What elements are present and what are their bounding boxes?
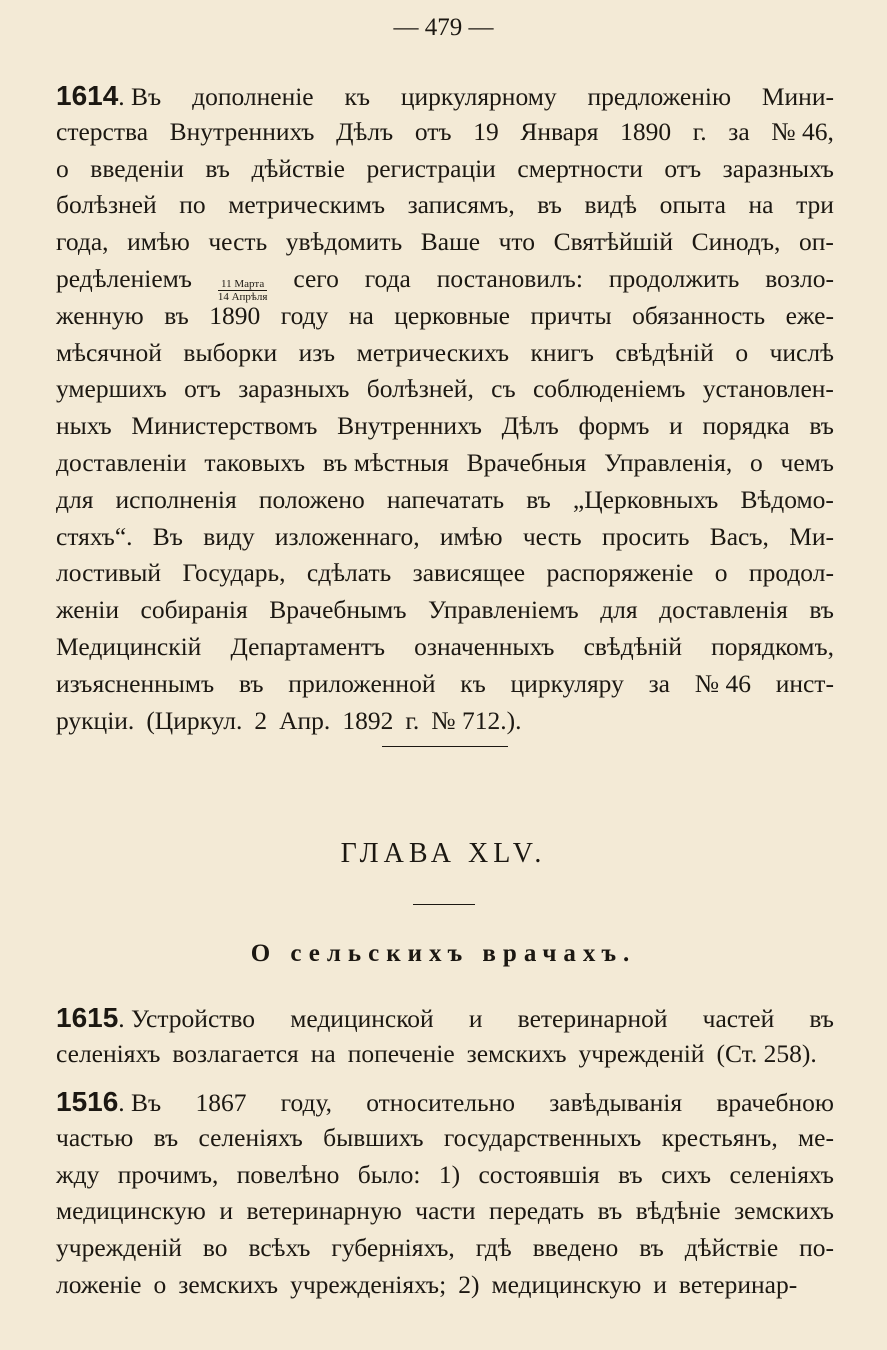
word: рукціи.	[56, 705, 135, 735]
word: передать	[489, 1196, 585, 1226]
word: порядкомъ,	[711, 631, 834, 661]
word: на	[748, 190, 774, 220]
word: стерства	[56, 116, 149, 146]
word: свѣдѣній	[583, 631, 682, 661]
text-line	[56, 1123, 834, 1160]
word: имѣю	[439, 521, 503, 551]
word: записямъ,	[407, 190, 515, 220]
text-line	[56, 1086, 834, 1123]
word: гдѣ	[475, 1233, 512, 1263]
word: отъ	[664, 153, 702, 183]
word: и	[653, 1269, 667, 1299]
word: формъ	[578, 411, 650, 441]
word: года	[364, 263, 411, 293]
paragraph-1614	[56, 80, 834, 742]
word: возло-	[765, 263, 834, 293]
text-line	[56, 154, 834, 191]
word: редѣленіемъ	[56, 263, 192, 293]
word: зависящее	[412, 558, 526, 588]
word: губерніяхъ,	[331, 1233, 455, 1263]
text-line	[56, 595, 834, 632]
word: имѣю	[127, 227, 190, 257]
text-line	[56, 1160, 834, 1197]
word: селеніяхъ	[56, 1038, 161, 1068]
word: за	[648, 668, 670, 698]
text-line	[56, 80, 834, 117]
word: метрическихъ	[356, 337, 510, 367]
word: 1)	[438, 1159, 461, 1189]
word: лостивый	[56, 558, 162, 588]
text-line	[56, 558, 834, 595]
page-number: — 479 —	[393, 14, 494, 41]
word: 19	[473, 116, 499, 146]
word: Вѣдомо-	[740, 484, 834, 514]
word: медицинскую	[56, 1196, 206, 1226]
word: по	[179, 190, 206, 220]
word: земскихъ	[178, 1269, 279, 1299]
text-line	[56, 374, 834, 411]
word: доставленіи	[56, 447, 187, 477]
text-line	[56, 1270, 834, 1307]
word: съ	[491, 374, 516, 404]
word: въ	[639, 1233, 664, 1263]
word: о	[749, 447, 763, 477]
word: возлагается	[172, 1038, 299, 1068]
word: доставленія	[659, 595, 788, 625]
word: церковные	[394, 300, 510, 330]
word: болѣзней	[56, 190, 157, 220]
word: въ	[618, 1159, 643, 1189]
word: учрежденій	[578, 1038, 705, 1068]
word: учрежденій	[56, 1233, 182, 1263]
word: дѣйствіе	[251, 153, 345, 183]
word: въ	[238, 668, 264, 698]
word: частью	[56, 1122, 134, 1152]
word: № 46	[694, 668, 751, 698]
word: о	[56, 153, 69, 183]
word: заразныхъ	[722, 153, 834, 183]
word: ме-	[797, 1122, 834, 1152]
word: ныхъ	[56, 411, 112, 441]
word: что	[498, 227, 535, 257]
lead-cluster	[56, 1086, 161, 1118]
fraction-bottom: 14 Апрѣля	[217, 290, 268, 303]
word: медицинской	[290, 1004, 434, 1033]
word: Государь,	[182, 558, 286, 588]
word: означенныхъ	[414, 631, 555, 661]
text-line	[56, 448, 834, 485]
word: увѣдомить	[285, 227, 403, 257]
word: Дѣлъ	[336, 116, 394, 146]
word: дѣйствіе	[684, 1233, 779, 1263]
paragraph-1615	[56, 1002, 834, 1076]
word: о	[735, 337, 749, 367]
lead-cluster	[56, 80, 161, 112]
word: учрежденіяхъ;	[290, 1269, 447, 1299]
word: продолжить	[608, 263, 740, 293]
word: ложеніе	[56, 1269, 142, 1299]
word: женную	[56, 300, 144, 330]
word: Синодъ,	[691, 227, 781, 257]
word: земскихъ	[734, 1196, 834, 1226]
word: на	[348, 300, 374, 330]
word: въ	[164, 300, 189, 330]
word: Управленіемъ	[428, 595, 579, 625]
word: 1892	[342, 705, 394, 735]
word: „Церковныхъ	[572, 484, 719, 514]
word: 1890	[620, 116, 672, 146]
text-line	[56, 669, 834, 706]
word: земскихъ	[466, 1038, 567, 1068]
word: года,	[56, 227, 109, 257]
word: мѣсячной	[56, 337, 162, 367]
word: году,	[280, 1088, 333, 1117]
word: 2)	[458, 1269, 480, 1299]
section-divider	[382, 746, 508, 747]
word: соблюденіемъ	[532, 374, 686, 404]
word: въ мѣстныя	[322, 447, 449, 477]
word: видѣ	[584, 190, 637, 220]
word: (Циркул.	[146, 705, 243, 735]
section-number: 1614	[56, 80, 119, 111]
word: честь	[208, 227, 268, 257]
word: Ми-	[789, 521, 834, 551]
text-line	[56, 706, 834, 743]
word: и	[468, 1004, 483, 1033]
word: 2	[254, 705, 268, 735]
word: изъ	[298, 337, 336, 367]
word: въ	[597, 1196, 623, 1226]
section-number: 1516	[56, 1086, 119, 1117]
word: ветеринарной	[517, 1004, 668, 1033]
chapter-divider	[413, 904, 475, 905]
word: причты	[530, 300, 612, 330]
word: регистраціи	[366, 153, 496, 183]
word: числѣ	[769, 337, 834, 367]
word: постановилъ:	[436, 263, 583, 293]
word: ветеринарную	[246, 1196, 402, 1226]
word: Васъ,	[709, 521, 769, 551]
word: честь	[522, 521, 582, 551]
word: введено	[532, 1233, 619, 1263]
word: установлен-	[702, 374, 834, 404]
word: болѣзней,	[366, 374, 474, 404]
word: 1890	[209, 300, 261, 330]
word: на	[310, 1038, 336, 1068]
word: опыта	[659, 190, 726, 220]
chapter-subtitle: О сельскихъ врачахъ.	[250, 940, 637, 967]
text-line	[56, 1002, 834, 1039]
word: дополненіе	[192, 82, 314, 111]
word: положено	[258, 484, 365, 514]
word: о	[714, 558, 728, 588]
word: Святѣйшій	[553, 227, 674, 257]
word: таковыхъ	[204, 447, 306, 477]
word: оп-	[799, 227, 834, 257]
word: смертности	[517, 153, 643, 183]
word: введеніи	[90, 153, 184, 183]
word: за	[728, 116, 750, 146]
word: виду	[203, 521, 255, 551]
word: Внутреннихъ	[169, 116, 315, 146]
word: во	[202, 1233, 228, 1263]
word: Департаментъ	[230, 631, 386, 661]
word: три	[796, 190, 834, 220]
word: бывшихъ	[323, 1122, 424, 1152]
word: жду	[56, 1159, 100, 1189]
word: государственныхъ	[443, 1122, 642, 1152]
text-line	[56, 227, 834, 264]
word: отъ	[414, 116, 452, 146]
word: въ	[526, 484, 551, 514]
text-line	[56, 485, 834, 522]
word: въ	[809, 595, 834, 625]
word: Врачебнымъ	[269, 595, 407, 625]
word: части	[415, 1196, 476, 1226]
word: выборки	[183, 337, 278, 367]
word: Января	[520, 116, 599, 146]
word: всѣхъ	[248, 1233, 311, 1263]
fraction-top: 11 Марта	[221, 277, 265, 290]
word: исполненія	[115, 484, 237, 514]
word: сихъ	[661, 1159, 712, 1189]
word: и	[219, 1196, 233, 1226]
text-line	[56, 117, 834, 154]
word: Дѣлъ	[501, 411, 559, 441]
word: умершихъ	[56, 374, 167, 404]
word: сдѣлать	[306, 558, 392, 588]
word: циркуляру	[510, 668, 624, 698]
word: инст-	[775, 668, 834, 698]
word: завѣдыванія	[549, 1088, 683, 1117]
word: чемъ	[780, 447, 834, 477]
word: стяхъ“.	[56, 521, 133, 551]
word: предложенію	[587, 82, 732, 111]
date-fraction	[218, 278, 268, 303]
word: сего	[293, 263, 339, 293]
word: Управленія,	[604, 447, 733, 477]
word: метрическимъ	[228, 190, 386, 220]
word: Въ	[152, 521, 183, 551]
word: напечатать	[386, 484, 505, 514]
word: Мини-	[761, 82, 834, 111]
text-line	[56, 522, 834, 559]
word: ветеринар-	[678, 1269, 798, 1299]
word: для	[600, 595, 638, 625]
text-line	[56, 1233, 834, 1270]
word: г.	[692, 116, 707, 146]
word: Апр.	[279, 705, 331, 735]
text-line	[56, 338, 834, 375]
word: врачебною	[716, 1088, 834, 1117]
word: въ	[537, 190, 562, 220]
word: по-	[799, 1233, 834, 1263]
word: . Устройство	[118, 1004, 256, 1033]
word: Медицинскій	[56, 631, 202, 661]
word: (Ст. 258).	[716, 1038, 817, 1068]
word: состоявшія	[478, 1159, 600, 1189]
word: изъясненнымъ	[56, 668, 215, 698]
word: въ	[205, 153, 230, 183]
word: г.	[405, 705, 420, 735]
chapter-heading: ГЛАВА XLV.	[340, 838, 547, 869]
word: медицинскую	[491, 1269, 642, 1299]
word: № 46,	[771, 116, 834, 146]
lead-cluster	[56, 1002, 255, 1034]
word: прочимъ,	[117, 1159, 219, 1189]
word: вѣдѣніе	[635, 1196, 721, 1226]
text-line	[56, 264, 834, 301]
word: продол-	[748, 558, 834, 588]
word: о	[153, 1269, 167, 1299]
word: попеченіе	[347, 1038, 455, 1068]
word: свѣдѣній	[615, 337, 714, 367]
paragraph-1516	[56, 1086, 834, 1307]
word: Врачебныя	[466, 447, 587, 477]
word: къ	[460, 668, 486, 698]
word: въ	[153, 1122, 179, 1152]
word: для	[56, 484, 94, 514]
word: распоряженіе	[546, 558, 694, 588]
text-line	[56, 190, 834, 227]
word: частей	[702, 1004, 775, 1033]
text-line	[56, 1196, 834, 1233]
word: въ	[809, 411, 834, 441]
word: Внутреннихъ	[337, 411, 482, 441]
word: къ	[344, 82, 371, 111]
word: обязанность	[632, 300, 766, 330]
word: женіи	[56, 595, 119, 625]
word: и	[669, 411, 683, 441]
word: просить	[601, 521, 690, 551]
word: собиранія	[140, 595, 248, 625]
word: Ваше	[420, 227, 481, 257]
word: было:	[357, 1159, 421, 1189]
word: повелѣно	[236, 1159, 340, 1189]
word: заразныхъ	[238, 374, 350, 404]
section-number: 1615	[56, 1002, 119, 1033]
text-line	[56, 301, 834, 338]
word: крестьянъ,	[661, 1122, 778, 1152]
word: № 712.).	[431, 705, 522, 735]
word: селеніяхъ	[729, 1159, 834, 1189]
text-line	[56, 411, 834, 448]
word: книгъ	[530, 337, 594, 367]
word: селеніяхъ	[198, 1122, 303, 1152]
word: году	[280, 300, 329, 330]
word: порядка	[702, 411, 790, 441]
word: еже-	[785, 300, 834, 330]
word: Министерствомъ	[131, 411, 318, 441]
word: . Въ	[118, 1088, 162, 1117]
word: изложеннаго,	[274, 521, 420, 551]
word: . Въ	[118, 82, 162, 111]
text-line	[56, 632, 834, 669]
word: циркулярному	[400, 82, 557, 111]
word: относительно	[366, 1088, 516, 1117]
word: отъ	[184, 374, 221, 404]
word: 1867	[195, 1088, 247, 1117]
word: приложенной	[288, 668, 436, 698]
word: въ	[809, 1004, 834, 1033]
text-line	[56, 1039, 834, 1076]
